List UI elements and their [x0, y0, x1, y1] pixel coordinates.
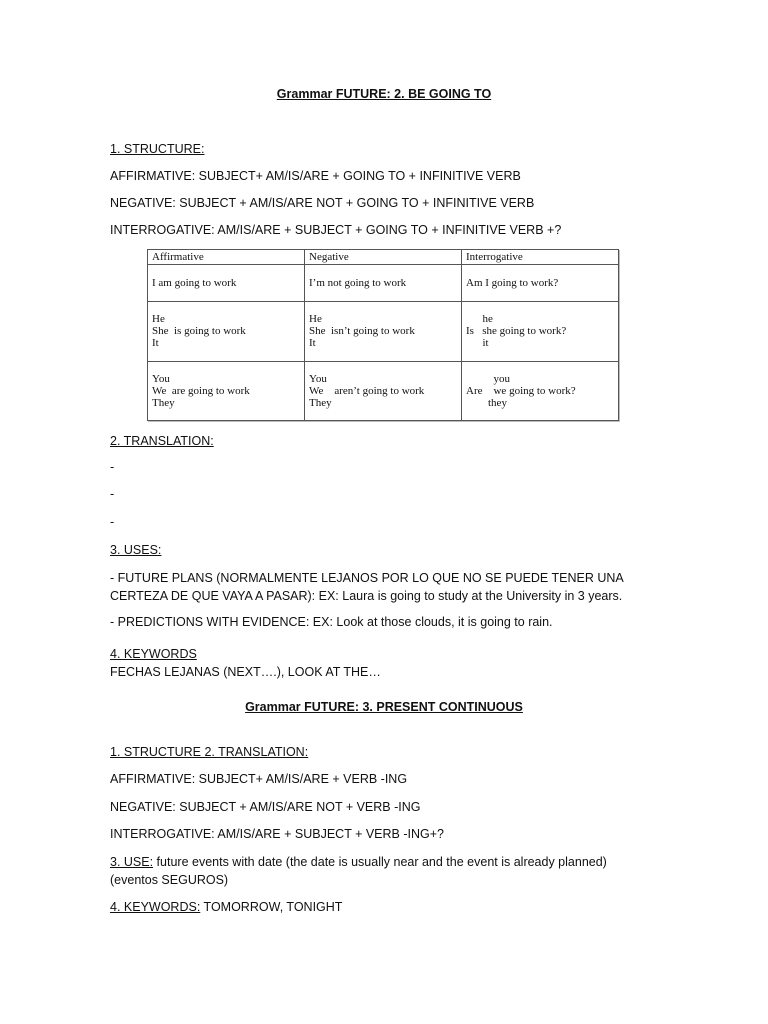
affirmative-rule: AFFIRMATIVE: SUBJECT+ AM/IS/ARE + GOING TO + INFINITIVE VERB	[110, 169, 521, 183]
translation-item: -	[110, 487, 115, 501]
cell-line: She is going to work	[152, 325, 246, 338]
cell-line: it	[466, 337, 489, 350]
table-cell	[148, 302, 305, 361]
table-header-negative: Negative	[305, 250, 462, 265]
table-cell	[305, 361, 462, 420]
cell-line: Are we going to work?	[466, 384, 576, 397]
cell-line: It	[309, 337, 316, 350]
use-heading: 3. USE:	[110, 855, 154, 869]
cell-line: You	[152, 372, 170, 385]
table-row	[148, 265, 619, 302]
table-header-interrogative: Interrogative	[462, 250, 619, 265]
translation-item: -	[110, 515, 115, 529]
translation-item: -	[110, 460, 115, 474]
cell-line: You	[309, 372, 327, 385]
cell-line: He	[152, 313, 165, 326]
table-row	[148, 361, 619, 420]
cell-line: Is she going to work?	[466, 325, 567, 338]
keywords-paragraph	[110, 900, 342, 914]
keywords-heading: 4. KEYWORDS:	[110, 900, 201, 914]
keywords-text: FECHAS LEJANAS (NEXT….), LOOK AT THE…	[110, 665, 381, 679]
cell-line: It	[152, 337, 159, 350]
table-row	[148, 302, 619, 361]
table-cell	[462, 361, 619, 420]
interrogative-rule: INTERROGATIVE: AM/IS/ARE + SUBJECT + VERB -ING+?	[110, 827, 444, 841]
cell-line: He	[309, 313, 322, 326]
cell-line: We aren’t going to work	[309, 384, 425, 397]
section-title-present-continuous: Grammar FUTURE: 3. PRESENT CONTINUOUS	[245, 700, 523, 714]
table-cell	[462, 302, 619, 361]
interrogative-rule: INTERROGATIVE: AM/IS/ARE + SUBJECT + GOING TO + INFINITIVE VERB +?	[110, 223, 562, 237]
uses-heading: 3. USES:	[110, 543, 162, 557]
use-paragraph	[110, 853, 650, 889]
negative-rule: NEGATIVE: SUBJECT + AM/IS/ARE NOT + VERB -ING	[110, 800, 421, 814]
structure-heading: 1. STRUCTURE:	[110, 142, 205, 156]
translation-heading: 2. TRANSLATION:	[110, 434, 214, 448]
cell-line: he	[466, 313, 493, 326]
cell-line: I am going to work	[152, 277, 237, 290]
table-cell	[148, 361, 305, 420]
keywords-text: TOMORROW, TONIGHT	[200, 900, 343, 914]
cell-line: They	[152, 396, 175, 409]
table-cell	[305, 302, 462, 361]
table-cell	[305, 265, 462, 302]
use-predictions: - PREDICTIONS WITH EVIDENCE: EX: Look at those clouds, it is going to rain.	[110, 615, 553, 629]
cell-line: She isn’t going to work	[309, 325, 415, 338]
affirmative-rule: AFFIRMATIVE: SUBJECT+ AM/IS/ARE + VERB -ING	[110, 772, 408, 786]
table-cell	[148, 265, 305, 302]
use-future-plans: - FUTURE PLANS (NORMALMENTE LEJANOS POR LO QUE NO SE PUEDE TENER UNA CERTEZA DE QUE VAYA A PASAR): EX: Laura is going to study at the University in 3 years.	[110, 571, 624, 603]
table-header-affirmative: Affirmative	[148, 250, 305, 265]
cell-line: We are going to work	[152, 384, 250, 397]
structure-translation-heading: 1. STRUCTURE 2. TRANSLATION:	[110, 745, 309, 759]
negative-rule: NEGATIVE: SUBJECT + AM/IS/ARE NOT + GOING TO + INFINITIVE VERB	[110, 196, 535, 210]
section-title-be-going-to: Grammar FUTURE: 2. BE GOING TO	[276, 87, 492, 101]
cell-line: you	[466, 372, 510, 385]
cell-line: They	[309, 396, 332, 409]
keywords-heading: 4. KEYWORDS	[110, 647, 197, 661]
cell-line: they	[466, 396, 507, 409]
use-text: future events with date (the date is usually near and the event is already planned) (eventos SEGUROS)	[110, 855, 607, 887]
cell-line: I’m not going to work	[309, 277, 407, 290]
conjugation-table	[147, 249, 619, 421]
cell-line: Am I going to work?	[466, 277, 559, 290]
table-cell	[462, 265, 619, 302]
